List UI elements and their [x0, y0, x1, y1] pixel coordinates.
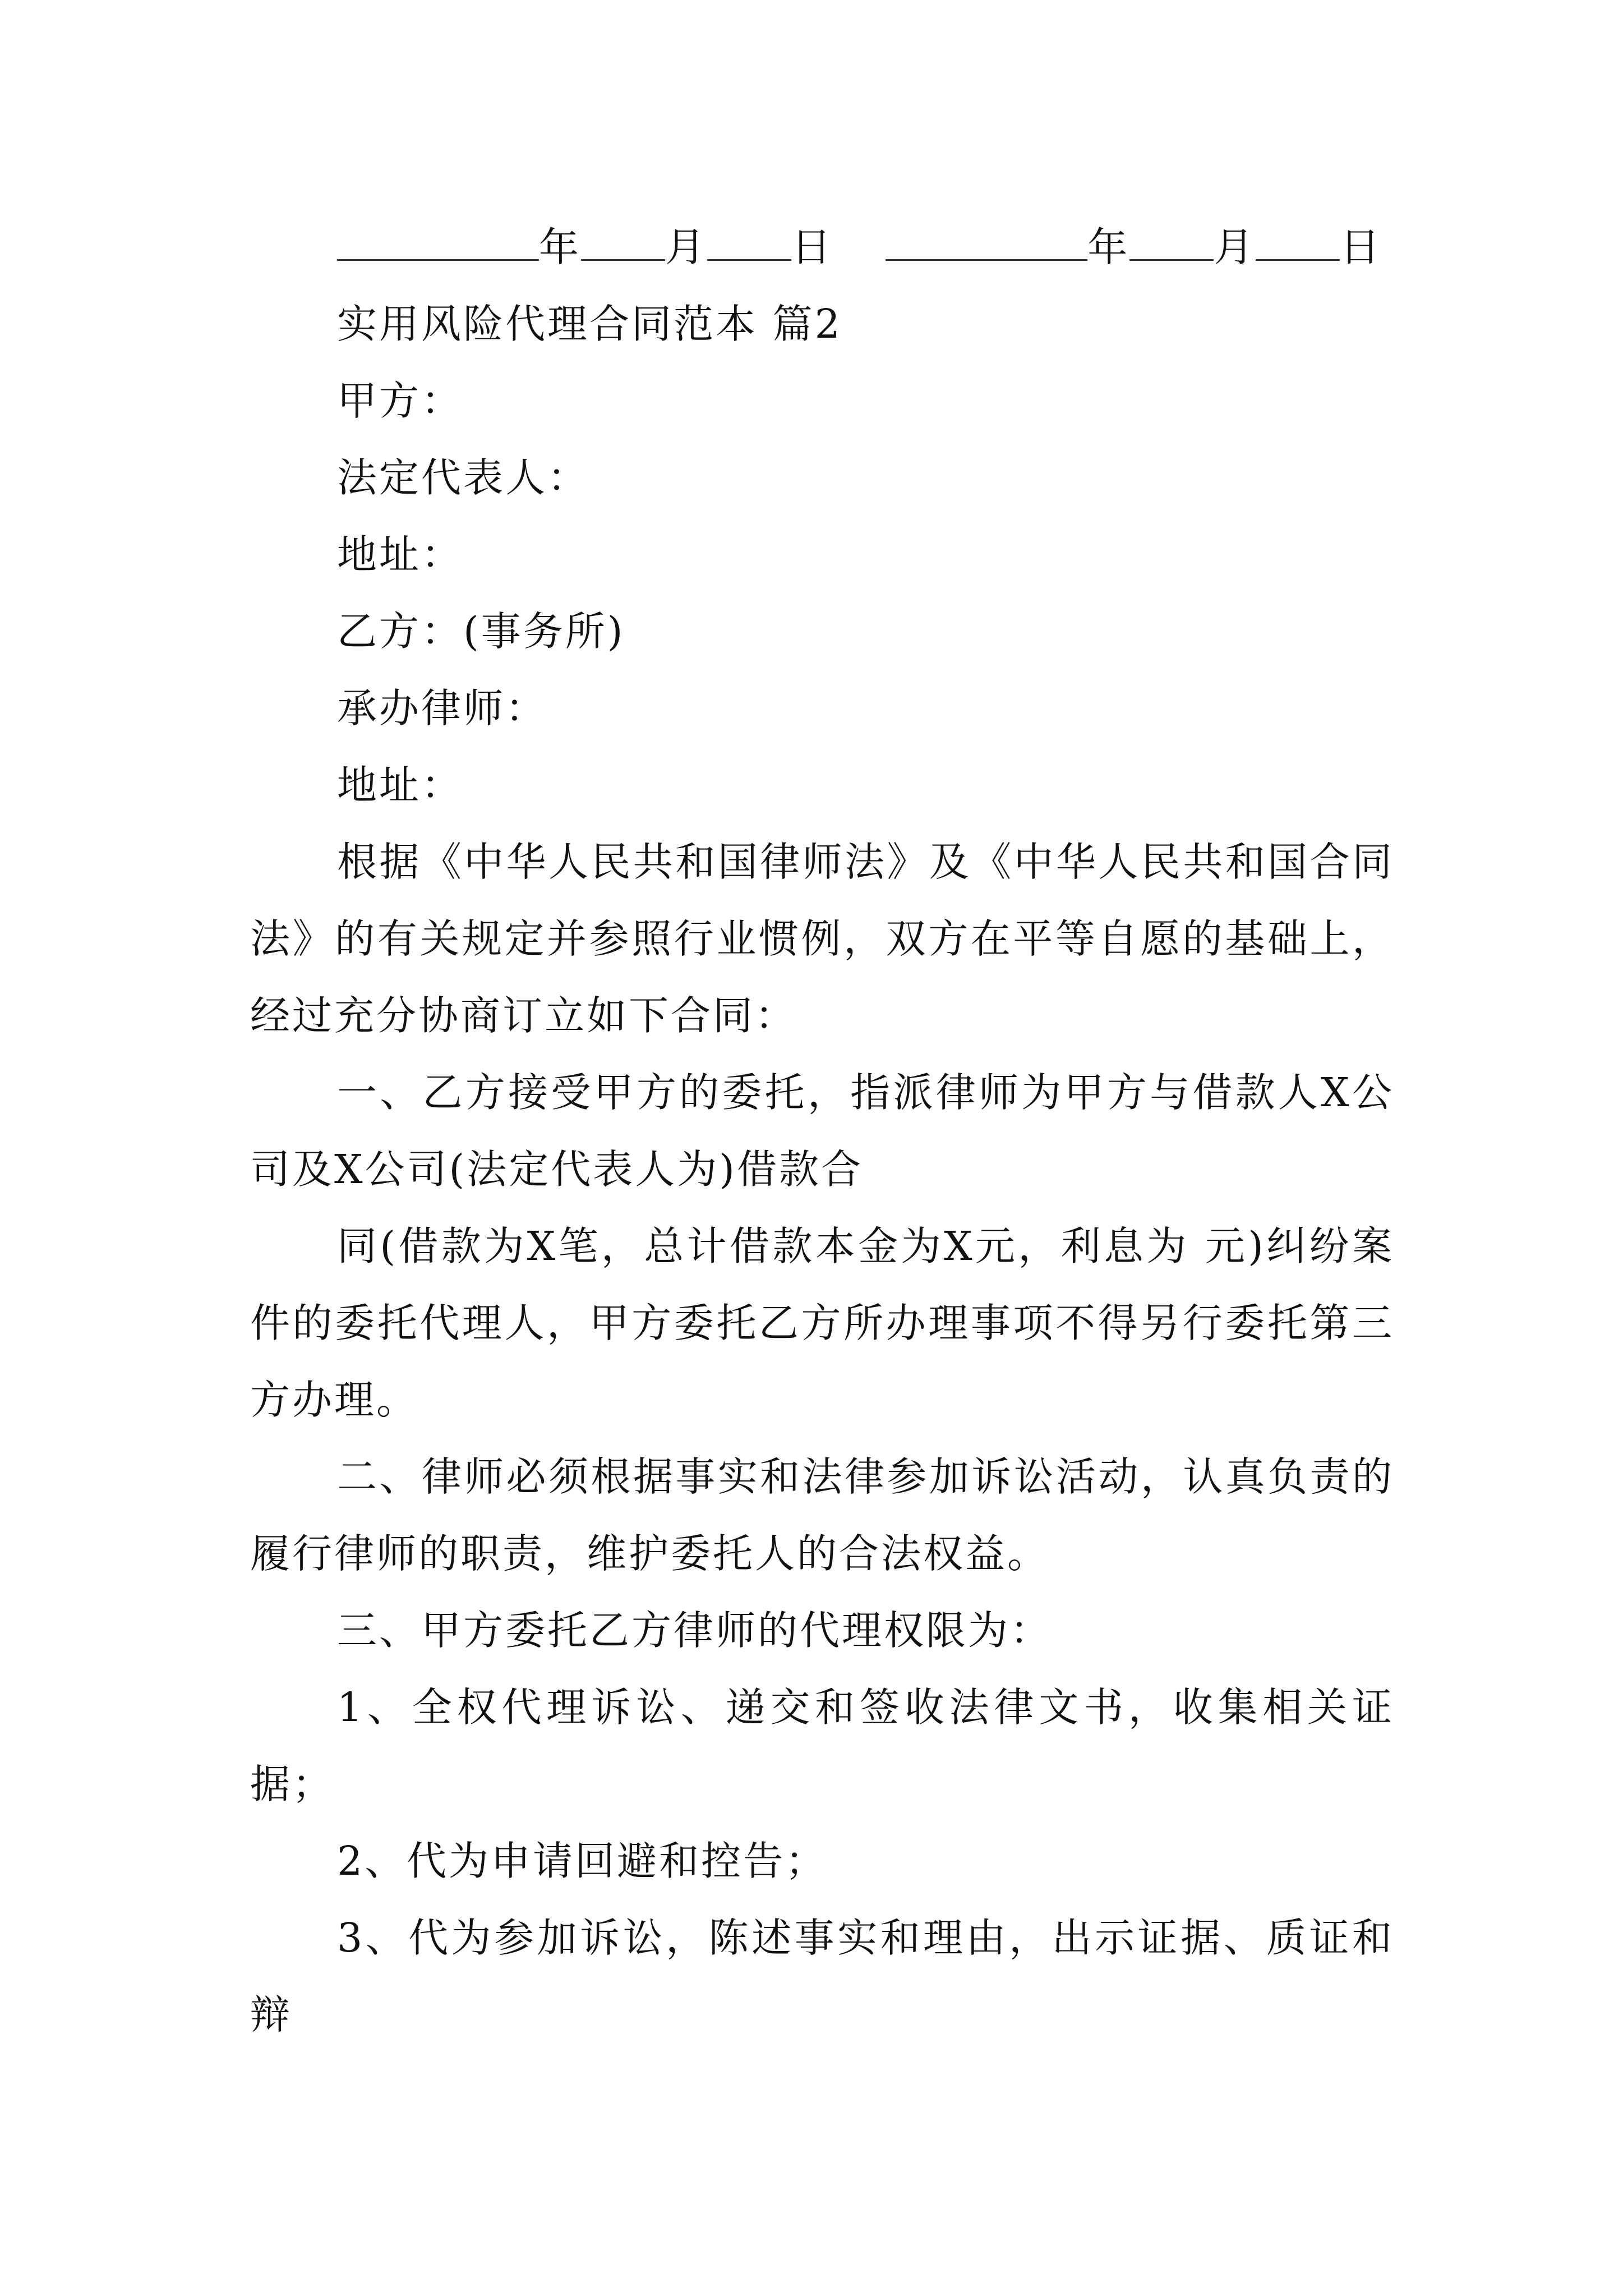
month-label-a: 月 [665, 224, 708, 270]
day-label-a: 日 [791, 224, 834, 270]
legal-rep-label: 法定代表人： [337, 454, 590, 501]
list-item-3: 3、代为参加诉讼，陈述事实和理由，出示证据、质证和辩 [250, 1915, 1394, 2038]
day-label-b: 日 [1340, 224, 1382, 270]
paragraph-basis: 根据《中华人民共和国律师法》及《中华人民共和国合同法》的有关规定并参照行业惯例，双方在平等自愿的基础上，经过充分协商订立如下合同： [250, 839, 1394, 1039]
day-blank-b [1256, 224, 1340, 261]
party-b-label: 乙方：(事务所) [337, 608, 625, 655]
address-b-label: 地址： [337, 762, 464, 808]
month-blank-a [581, 224, 665, 261]
month-blank-b [1129, 224, 1214, 261]
year-label-b: 年 [1087, 224, 1130, 270]
month-label-b: 月 [1214, 224, 1256, 270]
list-item-1: 1、全权代理诉讼、递交和签收法律文书，收集相关证据； [250, 1684, 1394, 1807]
year-blank-a [337, 224, 539, 261]
address-a-label: 地址： [337, 531, 464, 578]
year-blank-b [886, 224, 1087, 261]
document-body [250, 209, 1394, 2053]
day-blank-a [707, 224, 791, 261]
year-label-a: 年 [539, 224, 582, 270]
lawyer-label: 承办律师： [337, 685, 548, 731]
party-a-label: 甲方： [337, 378, 464, 424]
signature-date-line [250, 209, 1394, 286]
document-heading: 实用风险代理合同范本 篇2 [337, 301, 842, 347]
paragraph-2: 二、律师必须根据事实和法律参加诉讼活动，认真负责的履行律师的职责，维护委托人的合法权益。 [250, 1453, 1394, 1577]
list-item-2: 2、代为申请回避和控告； [337, 1838, 828, 1884]
paragraph-1b: 同(借款为X笔，总计借款本金为X元，利息为 元)纠纷案件的委托代理人，甲方委托乙方所办理事项不得另行委托第三方办理。 [250, 1223, 1394, 1423]
paragraph-1a: 一、乙方接受甲方的委托，指派律师为甲方与借款人X公司及X公司(法定代表人为)借款合 [250, 1069, 1394, 1193]
paragraph-3: 三、甲方委托乙方律师的代理权限为： [337, 1607, 1053, 1654]
